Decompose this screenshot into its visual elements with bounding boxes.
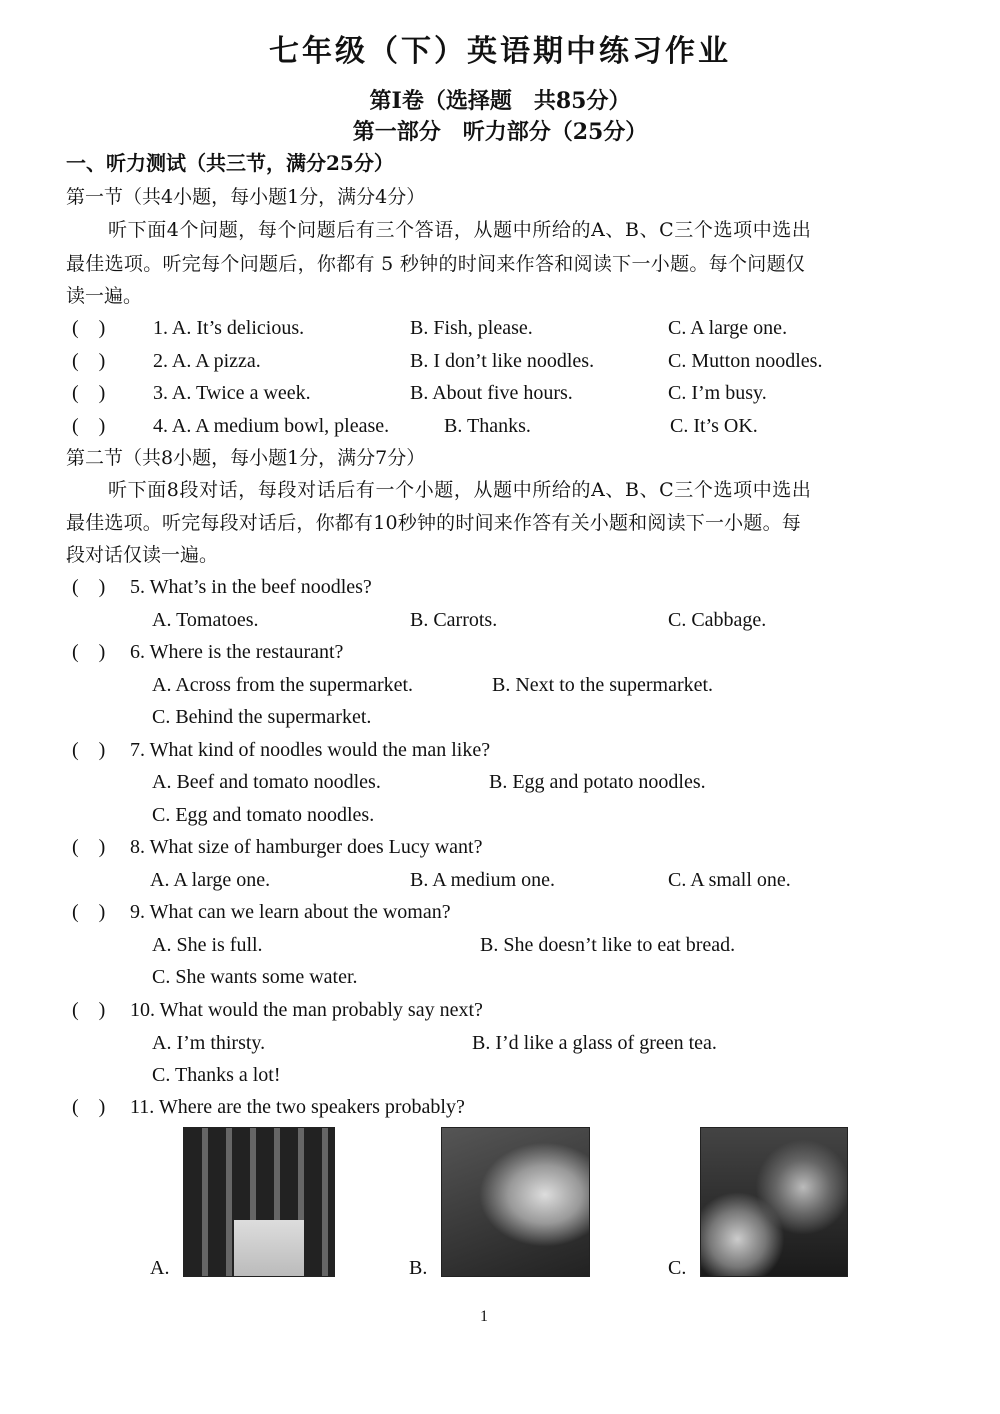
option-b: B. Egg and potato noodles. xyxy=(489,771,706,793)
restaurant-image xyxy=(183,1127,335,1277)
option-c: C. xyxy=(668,1257,687,1279)
answer-blank[interactable]: ( ) xyxy=(72,576,106,598)
volume-heading: 第Ⅰ卷（选择题 共85分） xyxy=(369,88,631,114)
option-a: A. xyxy=(150,1257,170,1279)
answer-blank[interactable]: ( ) xyxy=(72,901,106,923)
option-a: A. I’m thirsty. xyxy=(152,1032,266,1054)
flower-shop-image xyxy=(700,1127,848,1277)
option-c: C. I’m busy. xyxy=(668,382,767,404)
option-a: A. Across from the supermarket. xyxy=(152,674,414,696)
option-a: 4. A. A medium bowl, please. xyxy=(153,415,390,437)
option-b: B. Fish, please. xyxy=(410,317,533,339)
answer-blank[interactable]: ( ) xyxy=(72,317,106,339)
option-a: A. Tomatoes. xyxy=(152,609,259,631)
option-c: C. A small one. xyxy=(668,869,791,891)
option-b: B. I’d like a glass of green tea. xyxy=(472,1032,717,1054)
sec1-instructions-1: 听下面4个问题，每个问题后有三个答语，从题中所给的A、B、C三个选项中选出 xyxy=(108,219,812,241)
option-c: C. Thanks a lot! xyxy=(152,1064,281,1086)
sec1-instructions-3: 读一遍。 xyxy=(66,285,143,307)
option-b: B. Thanks. xyxy=(444,415,531,437)
answer-blank[interactable]: ( ) xyxy=(72,999,106,1021)
answer-blank[interactable]: ( ) xyxy=(72,641,106,663)
sec2-instructions-1: 听下面8段对话，每段对话后有一个小题，从题中所给的A、B、C三个选项中选出 xyxy=(108,479,812,501)
question-text: 11. Where are the two speakers probably? xyxy=(130,1096,465,1118)
answer-blank[interactable]: ( ) xyxy=(72,382,106,404)
supermarket-image xyxy=(441,1127,590,1277)
option-c: C. Behind the supermarket. xyxy=(152,706,372,728)
option-a: A. She is full. xyxy=(152,934,263,956)
section-heading: 一、听力测试（共三节，满分25分） xyxy=(66,151,394,175)
answer-blank[interactable]: ( ) xyxy=(72,836,106,858)
option-c: C. She wants some water. xyxy=(152,966,358,988)
option-a: 2. A. A pizza. xyxy=(153,350,261,372)
sec2-instructions-3: 段对话仅读一遍。 xyxy=(66,544,219,566)
question-text: 10. What would the man probably say next? xyxy=(130,999,483,1021)
option-b: B. Carrots. xyxy=(410,609,498,631)
part-heading: 第一部分 听力部分（25分） xyxy=(352,119,648,145)
option-a: 3. A. Twice a week. xyxy=(153,382,311,404)
option-b: B. xyxy=(409,1257,428,1279)
sec1-instructions-2: 最佳选项。听完每个问题后，你都有 5 秒钟的时间来作答和阅读下一小题。每个问题仅 xyxy=(66,253,806,275)
question-text: 9. What can we learn about the woman? xyxy=(130,901,451,923)
page-title: 七年级（下）英语期中练习作业 xyxy=(269,34,731,69)
option-c: C. A large one. xyxy=(668,317,788,339)
option-b: B. I don’t like noodles. xyxy=(410,350,595,372)
answer-blank[interactable]: ( ) xyxy=(72,350,106,372)
option-c: C. It’s OK. xyxy=(670,415,758,437)
option-b: B. A medium one. xyxy=(410,869,555,891)
question-text: 7. What kind of noodles would the man like? xyxy=(130,739,491,761)
option-c: C. Mutton noodles. xyxy=(668,350,823,372)
option-a: A. A large one. xyxy=(150,869,271,891)
answer-blank[interactable]: ( ) xyxy=(72,739,106,761)
option-a: A. Beef and tomato noodles. xyxy=(152,771,381,793)
option-c: C. Egg and tomato noodles. xyxy=(152,804,375,826)
answer-blank[interactable]: ( ) xyxy=(72,1096,106,1118)
option-c: C. Cabbage. xyxy=(668,609,767,631)
option-b: B. Next to the supermarket. xyxy=(492,674,714,696)
sec1-heading: 第一节（共4小题，每小题1分，满分4分） xyxy=(66,186,426,208)
page-number: 1 xyxy=(480,1308,488,1325)
sec2-instructions-2: 最佳选项。听完每段对话后，你都有10秒钟的时间来作答有关小题和阅读下一小题。每 xyxy=(66,512,801,534)
question-text: 6. Where is the restaurant? xyxy=(130,641,344,663)
option-b: B. About five hours. xyxy=(410,382,573,404)
answer-blank[interactable]: ( ) xyxy=(72,415,106,437)
sec2-heading: 第二节（共8小题，每小题1分，满分7分） xyxy=(66,447,426,469)
question-text: 8. What size of hamburger does Lucy want? xyxy=(130,836,483,858)
option-a: 1. A. It’s delicious. xyxy=(153,317,305,339)
question-text: 5. What’s in the beef noodles? xyxy=(130,576,372,598)
option-b: B. She doesn’t like to eat bread. xyxy=(480,934,736,956)
